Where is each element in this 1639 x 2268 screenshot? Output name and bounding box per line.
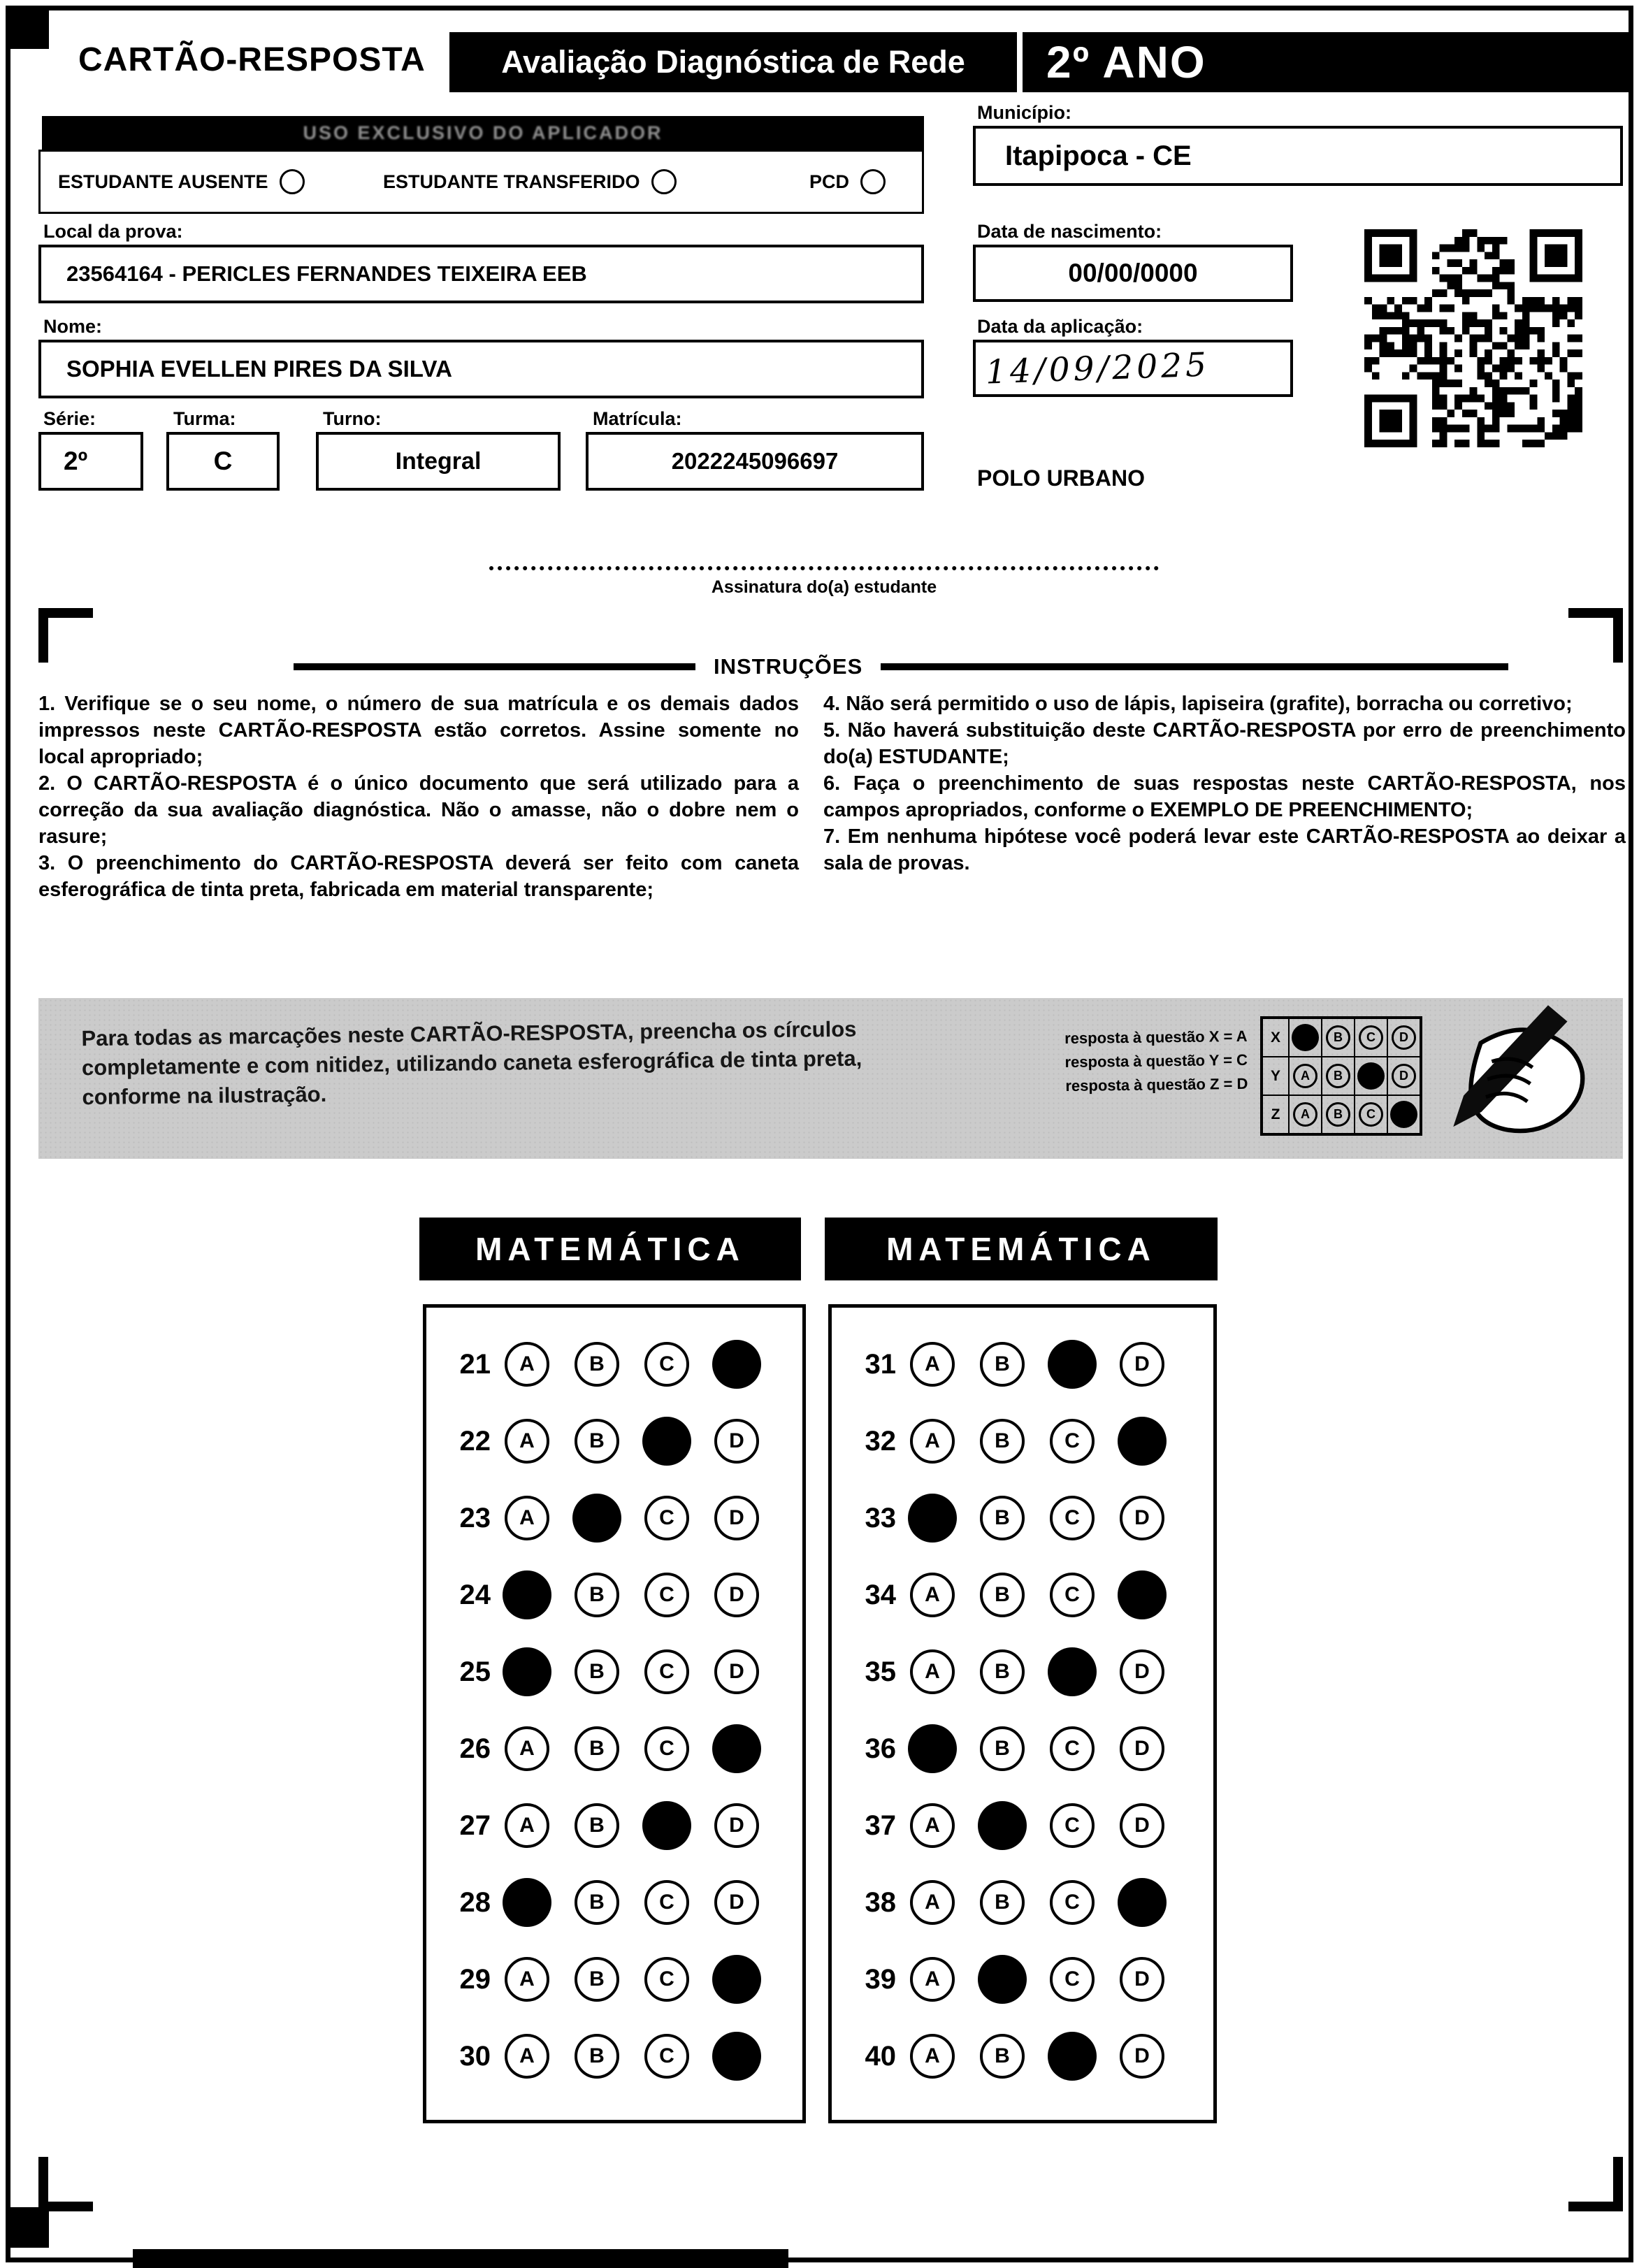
bubble-q31-C-filled[interactable]: [1050, 1342, 1095, 1387]
question-row-27: [426, 1787, 802, 1864]
bubble-q23-D[interactable]: D: [714, 1496, 759, 1540]
example-grid-row: [1262, 1057, 1420, 1095]
subject-header-1: MATEMÁTICA: [419, 1218, 801, 1280]
bracket-bottom-right: [1568, 2157, 1623, 2211]
check-label-transferido: ESTUDANTE TRANSFERIDO: [383, 171, 640, 192]
example-grid-row: [1262, 1095, 1420, 1134]
bubble-q21-C[interactable]: C: [644, 1342, 689, 1387]
question-number: 39: [865, 1963, 896, 1995]
bracket-bottom-left: [38, 2157, 93, 2211]
question-row-23: [426, 1480, 802, 1556]
question-row-31: [832, 1326, 1213, 1403]
question-number: 25: [459, 1656, 491, 1687]
bubble-q30-D-filled[interactable]: [714, 2034, 759, 2079]
bubble-q26-A[interactable]: A: [505, 1726, 549, 1771]
legend-line-z: resposta à questão Z = D: [1065, 1074, 1248, 1095]
example-bubble: C: [1359, 1102, 1383, 1127]
bubble-q40-A[interactable]: A: [910, 2034, 955, 2079]
bubble-q29-C[interactable]: C: [644, 1957, 689, 2002]
example-grid-cell: [1289, 1018, 1322, 1057]
question-row-34: [832, 1556, 1213, 1633]
subject-header-2: MATEMÁTICA: [825, 1218, 1218, 1280]
check-label-pcd: PCD: [809, 171, 850, 192]
hand-pen-illustration: [1401, 1002, 1597, 1150]
bubble-q31-D[interactable]: D: [1120, 1342, 1164, 1387]
question-row-32: [832, 1403, 1213, 1480]
applicator-bar: [42, 116, 924, 150]
municipio-value-box: [973, 126, 1623, 186]
bubble-q23-A[interactable]: A: [505, 1496, 549, 1540]
bubble-q22-D[interactable]: D: [714, 1419, 759, 1464]
nome-value: SOPHIA EVELLEN PIRES DA SILVA: [66, 356, 452, 382]
example-bubble: C: [1359, 1025, 1383, 1050]
bubble-q38-B[interactable]: B: [980, 1880, 1025, 1925]
question-row-30: [426, 2018, 802, 2095]
corner-mark-top-left: [8, 8, 49, 49]
bubble-q33-C[interactable]: C: [1050, 1496, 1095, 1540]
bubble-q34-C[interactable]: C: [1050, 1573, 1095, 1617]
bubble-q27-D[interactable]: D: [714, 1803, 759, 1848]
answer-rows-0: [426, 1326, 802, 2095]
municipio-label: Município:: [977, 102, 1071, 123]
bubble-q36-B[interactable]: B: [980, 1726, 1025, 1771]
example-grid: [1260, 1016, 1422, 1136]
instruction-item: 1. Verifique se o seu nome, o número de sua matrícula e os demais dados impressos neste CARTÃO-RESPOSTA estão corretos. Assine somente no local apropriado;: [38, 693, 799, 768]
bubble-q30-A[interactable]: A: [505, 2034, 549, 2079]
bubble-q26-C[interactable]: C: [644, 1726, 689, 1771]
applicator-check-row: [38, 150, 924, 214]
fill-example-text: Para todas as marcações neste CARTÃO-RESPOSTA, preencha os círculos completamente e com nitidez, utilizando caneta esferográfica de tinta preta, conforme na ilustração.: [81, 1016, 862, 1110]
question-row-29: [426, 1941, 802, 2018]
bubble-q29-A[interactable]: A: [505, 1957, 549, 2002]
signature-line[interactable]: [489, 566, 1159, 570]
question-number: 37: [865, 1810, 896, 1841]
bubble-q28-D[interactable]: D: [714, 1880, 759, 1925]
bubble-q35-D[interactable]: D: [1120, 1649, 1164, 1694]
example-bubble: A: [1293, 1102, 1317, 1127]
municipio-value: Itapipoca - CE: [1005, 140, 1192, 171]
bubble-q38-C[interactable]: C: [1050, 1880, 1095, 1925]
example-bubble: B: [1326, 1064, 1350, 1088]
bubble-q32-B[interactable]: B: [980, 1419, 1025, 1464]
example-row-label: Y: [1262, 1057, 1289, 1095]
example-bubble: B: [1326, 1102, 1350, 1127]
turma-value: C: [213, 447, 233, 475]
turma-label: Turma:: [173, 408, 236, 429]
bubble-q24-C[interactable]: C: [644, 1573, 689, 1617]
bubble-q25-C[interactable]: C: [644, 1649, 689, 1694]
assessment-title: Avaliação Diagnóstica de Rede: [449, 32, 1017, 92]
bubble-q38-D-filled[interactable]: [1120, 1880, 1164, 1925]
question-number: 29: [459, 1963, 491, 1995]
matricula-value: 2022245096697: [671, 448, 839, 474]
qr-code: [1364, 229, 1582, 447]
bubble-q21-B[interactable]: B: [575, 1342, 619, 1387]
check-item-estudante-transferido: [383, 152, 677, 212]
nome-value-box: [38, 340, 924, 398]
example-row-label: X: [1262, 1018, 1289, 1057]
bubble-q25-B[interactable]: B: [575, 1649, 619, 1694]
aplicacao-value-box[interactable]: [973, 340, 1293, 397]
bubble-q37-A[interactable]: A: [910, 1803, 955, 1848]
bubble-q37-C[interactable]: C: [1050, 1803, 1095, 1848]
bubble-q27-C-filled[interactable]: [644, 1803, 689, 1848]
bubble-q24-B[interactable]: B: [575, 1573, 619, 1617]
bubble-q22-C-filled[interactable]: [644, 1419, 689, 1464]
bubble-q22-A[interactable]: A: [505, 1419, 549, 1464]
bubble-q33-A-filled[interactable]: [910, 1496, 955, 1540]
bubble-q29-B[interactable]: B: [575, 1957, 619, 2002]
bubble-q39-A[interactable]: A: [910, 1957, 955, 2002]
bubble-q25-A-filled[interactable]: [505, 1649, 549, 1694]
turno-label: Turno:: [323, 408, 382, 429]
serie-value-box: [38, 432, 143, 491]
question-number: 35: [865, 1656, 896, 1687]
bubble-q25-D[interactable]: D: [714, 1649, 759, 1694]
bottom-timing-bar: [133, 2249, 788, 2268]
bubble-q26-D-filled[interactable]: [714, 1726, 759, 1771]
question-number: 30: [459, 2040, 491, 2072]
bubble-q36-C[interactable]: C: [1050, 1726, 1095, 1771]
example-grid-cell: [1322, 1018, 1355, 1057]
instructions-rule-left: [294, 663, 695, 670]
bubble-q37-B-filled[interactable]: [980, 1803, 1025, 1848]
bubble-q34-B[interactable]: B: [980, 1573, 1025, 1617]
question-number: 26: [459, 1733, 491, 1764]
question-row-33: [832, 1480, 1213, 1556]
transferido-bubble[interactable]: [651, 169, 677, 194]
bubble-q21-A[interactable]: A: [505, 1342, 549, 1387]
instructions-left-column: [38, 691, 799, 903]
question-number: 36: [865, 1733, 896, 1764]
nascimento-value: 00/00/0000: [1068, 259, 1198, 287]
question-number: 34: [865, 1579, 896, 1610]
example-bubble: A: [1293, 1064, 1317, 1088]
pcd-bubble[interactable]: [860, 169, 886, 194]
question-row-28: [426, 1864, 802, 1941]
example-bubble-filled: [1359, 1064, 1383, 1088]
example-grid-cell: [1322, 1095, 1355, 1134]
bracket-top-right: [1568, 608, 1623, 663]
example-bubble: D: [1392, 1025, 1416, 1050]
example-grid-cell: [1355, 1057, 1387, 1095]
bubble-q31-B[interactable]: B: [980, 1342, 1025, 1387]
corner-mark-bottom-left: [8, 2207, 49, 2248]
sheet-title: CARTÃO-RESPOSTA: [78, 41, 426, 78]
bubble-q33-B[interactable]: B: [980, 1496, 1025, 1540]
check-item-estudante-ausente: [58, 152, 305, 212]
example-grid-cell: [1289, 1057, 1322, 1095]
bubble-q39-D[interactable]: D: [1120, 1957, 1164, 2002]
bubble-q27-A[interactable]: A: [505, 1803, 549, 1848]
bubble-q23-C[interactable]: C: [644, 1496, 689, 1540]
example-grid-row: [1262, 1018, 1420, 1057]
serie-label: Série:: [43, 408, 96, 429]
question-number: 27: [459, 1810, 491, 1841]
bubble-q39-B-filled[interactable]: [980, 1957, 1025, 2002]
question-number: 31: [865, 1348, 896, 1380]
bubble-q27-B[interactable]: B: [575, 1803, 619, 1848]
check-label-ausente: ESTUDANTE AUSENTE: [58, 171, 268, 192]
aplicacao-label: Data da aplicação:: [977, 316, 1143, 337]
instructions-title: INSTRUÇÕES: [714, 654, 863, 679]
bracket-top-left: [38, 608, 93, 663]
question-number: 21: [459, 1348, 491, 1380]
bubble-q40-D[interactable]: D: [1120, 2034, 1164, 2079]
instructions-header: [294, 654, 1508, 679]
bubble-q36-D[interactable]: D: [1120, 1726, 1164, 1771]
bubble-q30-C[interactable]: C: [644, 2034, 689, 2079]
bubble-q36-A-filled[interactable]: [910, 1726, 955, 1771]
bubble-q33-D[interactable]: D: [1120, 1496, 1164, 1540]
bubble-q40-C-filled[interactable]: [1050, 2034, 1095, 2079]
instructions-right-column: [823, 691, 1626, 876]
instruction-item: 4. Não será permitido o uso de lápis, lapiseira (grafite), borracha ou corretivo;: [823, 693, 1573, 715]
instruction-item: 5. Não haverá substituição deste CARTÃO-RESPOSTA por erro de preenchimento do(a) ESTUDANTE;: [823, 719, 1626, 768]
example-row-label: Z: [1262, 1095, 1289, 1134]
bubble-q34-D-filled[interactable]: [1120, 1573, 1164, 1617]
example-grid-cell: [1355, 1095, 1387, 1134]
bubble-q29-D-filled[interactable]: [714, 1957, 759, 2002]
example-grid-cell: [1289, 1095, 1322, 1134]
bubble-q35-C-filled[interactable]: [1050, 1649, 1095, 1694]
local-label: Local da prova:: [43, 221, 183, 242]
question-row-35: [832, 1633, 1213, 1710]
question-number: 38: [865, 1886, 896, 1918]
example-bubble: B: [1326, 1025, 1350, 1050]
matricula-label: Matrícula:: [593, 408, 682, 429]
instruction-item: 2. O CARTÃO-RESPOSTA é o único documento que será utilizado para a correção da sua avaliação diagnóstica. Não o amasse, não o dobre nem o rasure;: [38, 772, 799, 848]
question-row-40: [832, 2018, 1213, 2095]
legend-line-y: resposta à questão Y = C: [1064, 1050, 1248, 1071]
bubble-q35-A[interactable]: A: [910, 1649, 955, 1694]
question-number: 33: [865, 1502, 896, 1533]
nome-label: Nome:: [43, 316, 103, 337]
bubble-q32-C[interactable]: C: [1050, 1419, 1095, 1464]
grade-title: 2º ANO: [1023, 32, 1629, 92]
bubble-q39-C[interactable]: C: [1050, 1957, 1095, 2002]
bubble-q30-B[interactable]: B: [575, 2034, 619, 2079]
local-value: 23564164 - PERICLES FERNANDES TEIXEIRA EEB: [66, 261, 587, 286]
turma-value-box: [166, 432, 280, 491]
example-bubble-filled: [1293, 1025, 1317, 1050]
instruction-item: 6. Faça o preenchimento de suas respostas neste CARTÃO-RESPOSTA, nos campos apropriados, conforme o EXEMPLO DE PREENCHIMENTO;: [823, 772, 1626, 821]
check-item-pcd: [809, 152, 886, 212]
nascimento-label: Data de nascimento:: [977, 221, 1162, 242]
question-row-21: [426, 1326, 802, 1403]
bubble-q34-A[interactable]: A: [910, 1573, 955, 1617]
example-grid-cell: [1322, 1057, 1355, 1095]
bubble-q26-B[interactable]: B: [575, 1726, 619, 1771]
bubble-q31-A[interactable]: A: [910, 1342, 955, 1387]
instruction-item: 3. O preenchimento do CARTÃO-RESPOSTA deverá ser feito com caneta esferográfica de tinta preta, fabricada em material transparente;: [38, 852, 799, 901]
question-row-26: [426, 1710, 802, 1787]
question-number: 24: [459, 1579, 491, 1610]
turno-value: Integral: [395, 447, 482, 475]
local-value-box: [38, 245, 924, 303]
polo-label: POLO URBANO: [977, 465, 1145, 491]
instruction-item: 7. Em nenhuma hipótese você poderá levar este CARTÃO-RESPOSTA ao deixar a sala de provas.: [823, 825, 1626, 874]
bubble-q22-B[interactable]: B: [575, 1419, 619, 1464]
question-number: 40: [865, 2040, 896, 2072]
bubble-q32-D-filled[interactable]: [1120, 1419, 1164, 1464]
fill-example-legend: [1002, 1025, 1248, 1099]
example-grid-cell: [1355, 1018, 1387, 1057]
example-bubble: D: [1392, 1064, 1416, 1088]
turno-value-box: [316, 432, 561, 491]
bubble-q28-A-filled[interactable]: [505, 1880, 549, 1925]
instructions-rule-right: [881, 663, 1508, 670]
bubble-q24-D[interactable]: D: [714, 1573, 759, 1617]
bubble-q24-A-filled[interactable]: [505, 1573, 549, 1617]
bubble-q28-B[interactable]: B: [575, 1880, 619, 1925]
applicator-bar-label: USO EXCLUSIVO DO APLICADOR: [303, 122, 663, 143]
question-row-39: [832, 1941, 1213, 2018]
bubble-q32-A[interactable]: A: [910, 1419, 955, 1464]
question-row-25: [426, 1633, 802, 1710]
fill-example-band: [38, 998, 1623, 1159]
question-number: 22: [459, 1425, 491, 1457]
signature-label: Assinatura do(a) estudante: [711, 577, 937, 597]
legend-line-x: resposta à questão X = A: [1064, 1027, 1248, 1048]
answer-rows-1: [832, 1326, 1213, 2095]
answer-block-21-30: [423, 1304, 806, 2123]
bubble-q37-D[interactable]: D: [1120, 1803, 1164, 1848]
matricula-value-box: [586, 432, 924, 491]
question-number: 28: [459, 1886, 491, 1918]
ausente-bubble[interactable]: [280, 169, 305, 194]
answer-block-31-40: [828, 1304, 1217, 2123]
question-row-36: [832, 1710, 1213, 1787]
question-row-37: [832, 1787, 1213, 1864]
bubble-q23-B-filled[interactable]: [575, 1496, 619, 1540]
bubble-q40-B[interactable]: B: [980, 2034, 1025, 2079]
bubble-q28-C[interactable]: C: [644, 1880, 689, 1925]
question-number: 23: [459, 1502, 491, 1533]
question-row-24: [426, 1556, 802, 1633]
bubble-q35-B[interactable]: B: [980, 1649, 1025, 1694]
nascimento-value-box: [973, 245, 1293, 302]
bubble-q21-D-filled[interactable]: [714, 1342, 759, 1387]
question-row-22: [426, 1403, 802, 1480]
question-row-38: [832, 1864, 1213, 1941]
aplicacao-handwritten-value: 14/09/2025: [985, 345, 1211, 392]
bubble-q38-A[interactable]: A: [910, 1880, 955, 1925]
serie-value: 2º: [64, 447, 88, 475]
question-number: 32: [865, 1425, 896, 1457]
